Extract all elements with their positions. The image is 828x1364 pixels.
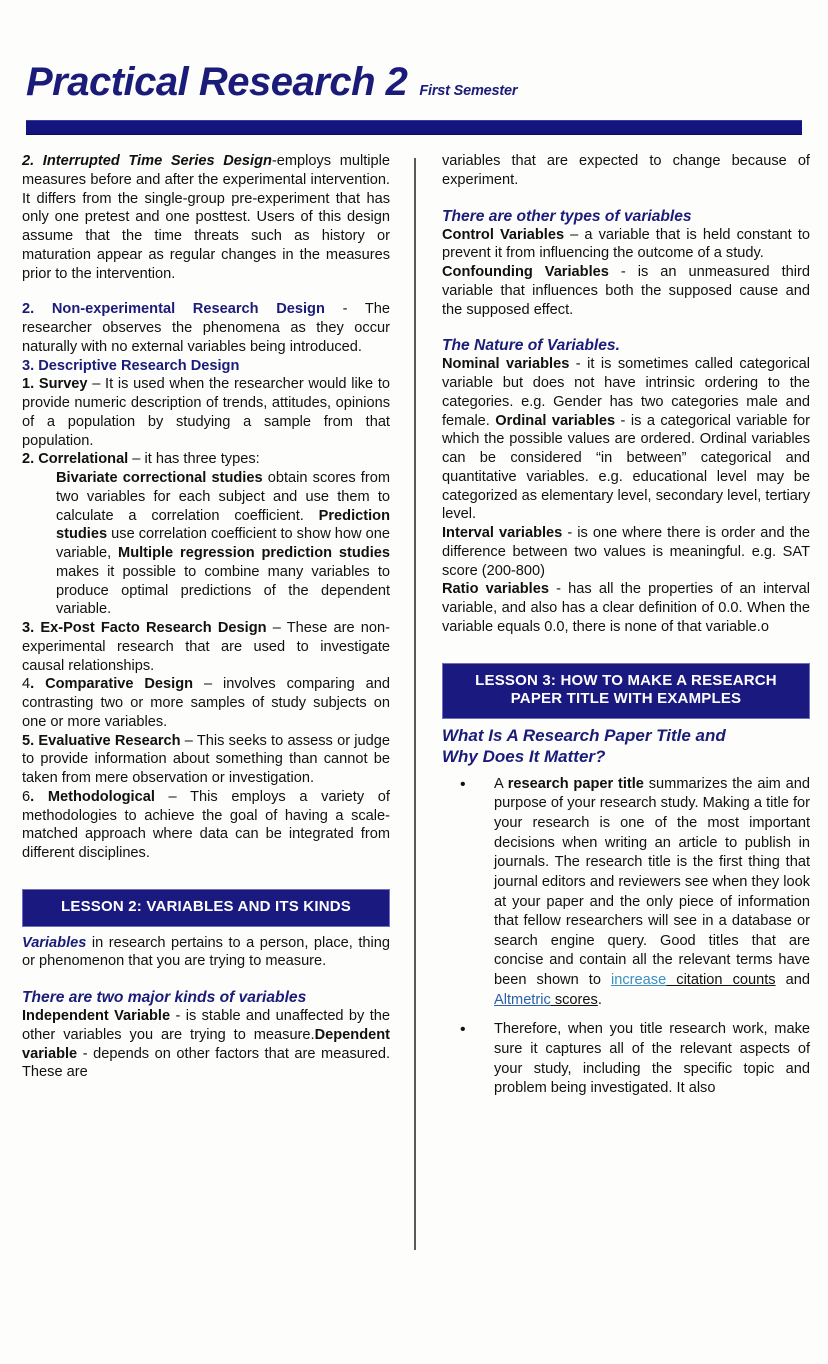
para-interval-variables: Interval variables - is one where there is order and the difference between two values is meaningful. e.g. SAT score (200-800) <box>442 525 810 579</box>
para-non-experimental-design: 2. Non-experimental Research Design - The researcher observes the phenomena as they occur naturally with no external variables being introduced. <box>22 301 390 355</box>
spacer <box>442 719 810 726</box>
heading-line-1: What Is A Research Paper Title and <box>442 726 726 746</box>
spacer <box>22 927 390 934</box>
spacer <box>442 637 810 663</box>
para-correlational-types: Bivariate correctional studies obtain scores from two variables for each subject and use them to calculate a correlation coefficient. Prediction studies use correlation coefficient to show how one variable, Multiple regression prediction studies makes it possible to combine many variables to produce optimal predictions of the dependent variable. <box>56 470 390 618</box>
para-evaluative-research: 5. Evaluative Research – This seeks to assess or judge to provide information about something than cannot be taken from mere observation or investigation. <box>22 732 391 786</box>
para-correlational: 2. Correlational – it has three types: <box>22 451 260 468</box>
para-continuation-variables: variables that are expected to change because of experiment. <box>442 153 810 188</box>
para-variables-definition: Variables in research pertains to a person, place, thing or phenomenon that you are trying to measure. <box>22 934 390 970</box>
spacer <box>22 283 390 300</box>
heading-what-is-a-research-paper-title <box>442 726 810 767</box>
underlined-scores: scores <box>550 991 598 1008</box>
link-increase-citation-counts[interactable]: increase <box>611 972 667 989</box>
spacer <box>442 319 810 336</box>
heading-nature-of-variables: The Nature of Variables. <box>442 337 620 355</box>
masthead-title-line <box>26 62 802 102</box>
semester-label: First Semester <box>419 83 518 99</box>
para-independent-dependent: Independent Variable - is stable and unaffected by the other variables you are trying to measure.Dependent variable - depends on other factors that are measured. These are <box>22 1008 390 1081</box>
para-interrupted-time-series: 2. Interrupted Time Series Design-employs multiple measures before and after the experimental intervention. It differs from the single-group pre-experiment that has only one pretest and one posttest. Users of this design assume that the time threats such as history or maturation appear as regular changes in the measures prior to the intervention. <box>22 153 391 282</box>
masthead <box>26 62 802 140</box>
column-divider <box>414 158 416 1250</box>
heading-non-experimental: 2. Non-experimental Research Design <box>22 301 325 318</box>
heading-other-types-of-variables: There are other types of variables <box>442 207 692 225</box>
two-column-body <box>0 152 828 1262</box>
para-ex-post-facto: 3. Ex-Post Facto Research Design – These are non-experimental research that are used to investigate causal relationships. <box>22 620 391 674</box>
spacer <box>22 971 390 988</box>
right-column <box>442 152 810 1109</box>
heading-descriptive-research-design: 3. Descriptive Research Design <box>22 357 240 374</box>
spacer <box>442 768 810 775</box>
para-ratio-variables: Ratio variables - has all the properties of an interval variable, and also has a clear definition of 0.0. When the variable equals 0.0, there is none of that variable.o <box>442 581 810 635</box>
lesson-3-banner-line-1: LESSON 3: HOW TO MAKE A RESEARCH <box>475 671 777 689</box>
spacer <box>442 190 810 207</box>
para-nominal-ordinal-variables: Nominal variables - it is sometimes called categorical variable but does not have intrinsic ordering to the categories. e.g. Gender has two categories male and female. Ordinal variables - is a categorical variable for which the possible values are ordered. Ordinal variables can be considered “in between” categorical and quantitative variables. e.g. educational level may be categorized as elementary level, secondary level, tertiary level. <box>442 356 810 523</box>
underlined-citation-counts: citation counts <box>666 972 776 989</box>
page-title: Practical Research 2 <box>26 60 408 104</box>
para-methodological: 6. Methodological – This employs a variety of methodologies to achieve the goal of having a scale-matched approach where data can be integrated from different disciplines. <box>22 788 390 861</box>
para-confounding-variables: Confounding Variables - is an unmeasured third variable that influences both the supposed cause and the supposed effect. <box>442 264 810 318</box>
lesson-3-banner <box>442 663 810 720</box>
list-item: • Therefore, when you title research work, make sure it captures all of the relevant aspects of your study, including the specific topic and problem being investigated. It also <box>442 1020 810 1099</box>
link-altmetric[interactable]: Altmetric <box>494 991 551 1008</box>
lesson-3-banner-line-2: PAPER TITLE WITH EXAMPLES <box>510 690 742 708</box>
heading-two-major-kinds: There are two major kinds of variables <box>22 989 307 1007</box>
para-comparative-design: 4. Comparative Design – involves comparing and contrasting two or more samples of study subjects on one or more variables. <box>22 676 390 730</box>
para-survey: 1. Survey – It is used when the researcher would like to provide numeric description of trends, attitudes, opinions of a population by studying a sample from that population. <box>22 376 390 449</box>
para-control-variables: Control Variables – a variable that is held constant to prevent it from influencing the outcome of a study. <box>442 226 810 262</box>
spacer <box>22 863 390 889</box>
list-item: • A research paper title summarizes the aim and purpose of your research study. Making a title for your research is one of the most important decisions when writing an article to publish in journals. The research title is the first thing that journal editors and reviewers see when they look at your paper and the only piece of information that fellow researchers will see in a database or search engine query. Good titles that are concise and contain all the relevant terms have been shown to increase citation counts and Altmetric scores. <box>442 775 810 1011</box>
left-column <box>22 152 390 1082</box>
lesson-2-banner: LESSON 2: VARIABLES AND ITS KINDS <box>22 889 390 927</box>
heading-line-2: Why Does It Matter? <box>442 747 606 767</box>
research-title-bullet-list <box>442 775 810 1099</box>
header-rule <box>26 120 802 135</box>
